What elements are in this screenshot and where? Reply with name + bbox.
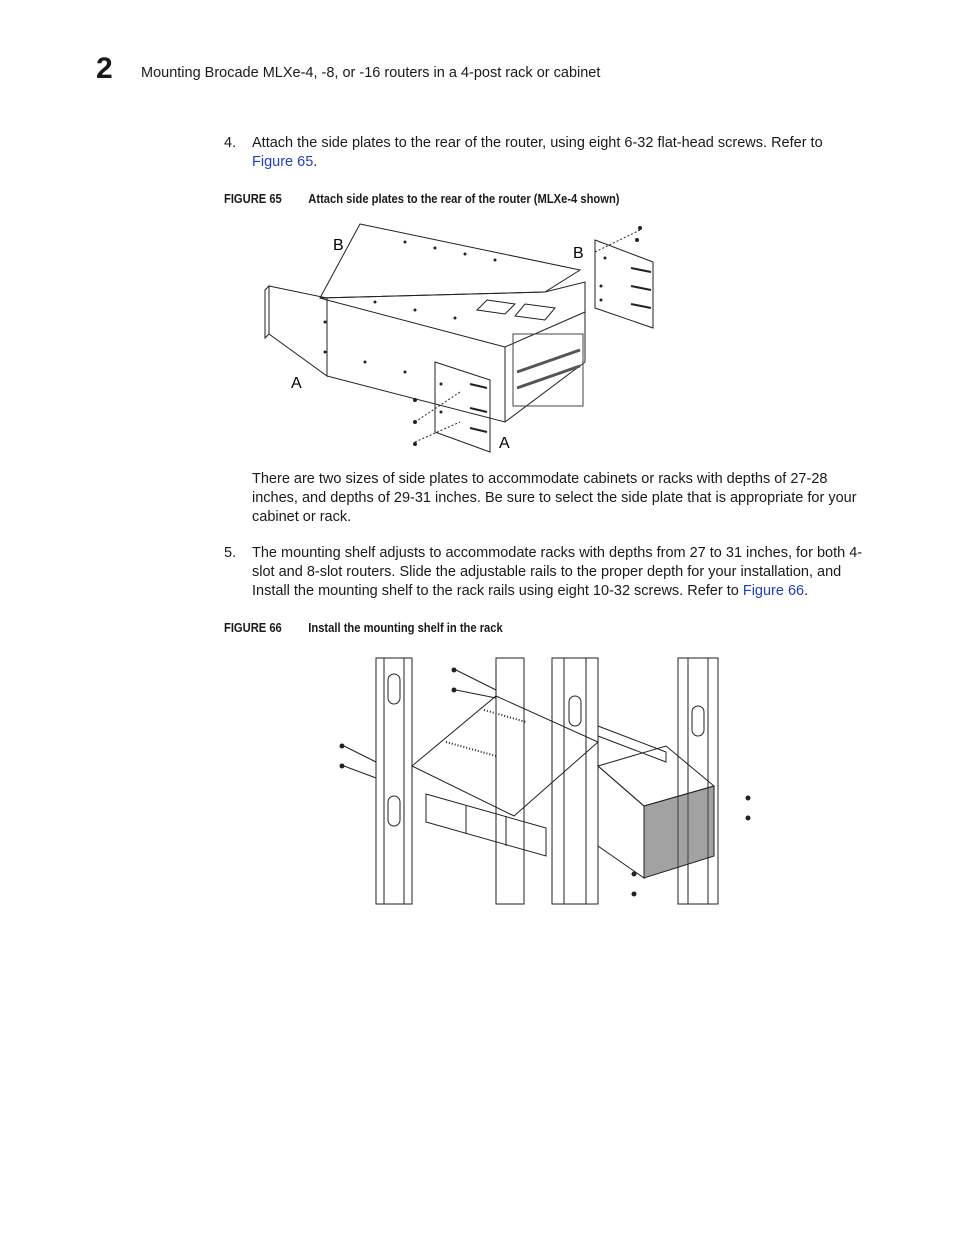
callout-a-left: A xyxy=(291,375,302,392)
step-5-text: The mounting shelf adjusts to accommodate racks with depths from 27 to 31 inches, for both 4-slot and 8-slot routers. Slide the adjustable rails to the proper depth for your installation, and Install the mounting shelf to the rack rails using eight 10-32 screws. Refer to xyxy=(252,545,863,599)
figure-65-illustration xyxy=(255,222,675,462)
chapter-number: 2 xyxy=(96,52,113,85)
router-chassis xyxy=(320,282,585,422)
figure-title: Install the mounting shelf in the rack xyxy=(308,620,503,635)
figure-label: FIGURE 66 xyxy=(224,620,282,635)
rack-post-front-right xyxy=(552,658,598,904)
side-plate-b-top xyxy=(320,224,580,298)
step-number: 4. xyxy=(224,135,237,151)
callout-b-top: B xyxy=(333,237,344,254)
figure-label: FIGURE 65 xyxy=(224,191,282,206)
step-number: 5. xyxy=(224,545,237,561)
rack-post-front-left xyxy=(376,658,412,904)
figure-65-link[interactable]: Figure 65 xyxy=(252,154,314,170)
left-flange xyxy=(265,286,269,338)
side-plate-a-left xyxy=(269,286,327,376)
side-plate-a-right xyxy=(435,362,490,452)
callout-b-right: B xyxy=(573,245,584,262)
page-header-title: Mounting Brocade MLXe-4, -8, or -16 routers in a 4-post rack or cabinet xyxy=(141,65,601,81)
step-text xyxy=(252,134,872,172)
step-5-suffix: . xyxy=(804,583,809,599)
figure-66-link[interactable]: Figure 66 xyxy=(742,583,805,599)
step-text xyxy=(252,544,872,601)
step-4-suffix: . xyxy=(313,154,318,170)
figure-65-caption xyxy=(224,191,620,206)
side-plate-note: There are two sizes of side plates to accommodate cabinets or racks with depths of 27-28 inches, and depths of 29-31 inches. Be sure to select the side plate that is appropriate for your cabinet or rack. xyxy=(252,471,857,525)
figure-66-illustration xyxy=(336,656,756,906)
figure-66-caption xyxy=(224,620,503,635)
figure-title: Attach side plates to the rear of the router (MLXe-4 shown) xyxy=(308,191,620,206)
rack-post-rear-left xyxy=(496,658,524,904)
side-plate-b-right xyxy=(595,240,653,328)
rack-post-rear-right xyxy=(678,658,718,904)
chassis-vent-panel xyxy=(644,786,714,878)
callout-a-right: A xyxy=(499,435,510,452)
step-4-text: Attach the side plates to the rear of the router, using eight 6-32 flat-head screws. Refer to xyxy=(252,135,823,151)
